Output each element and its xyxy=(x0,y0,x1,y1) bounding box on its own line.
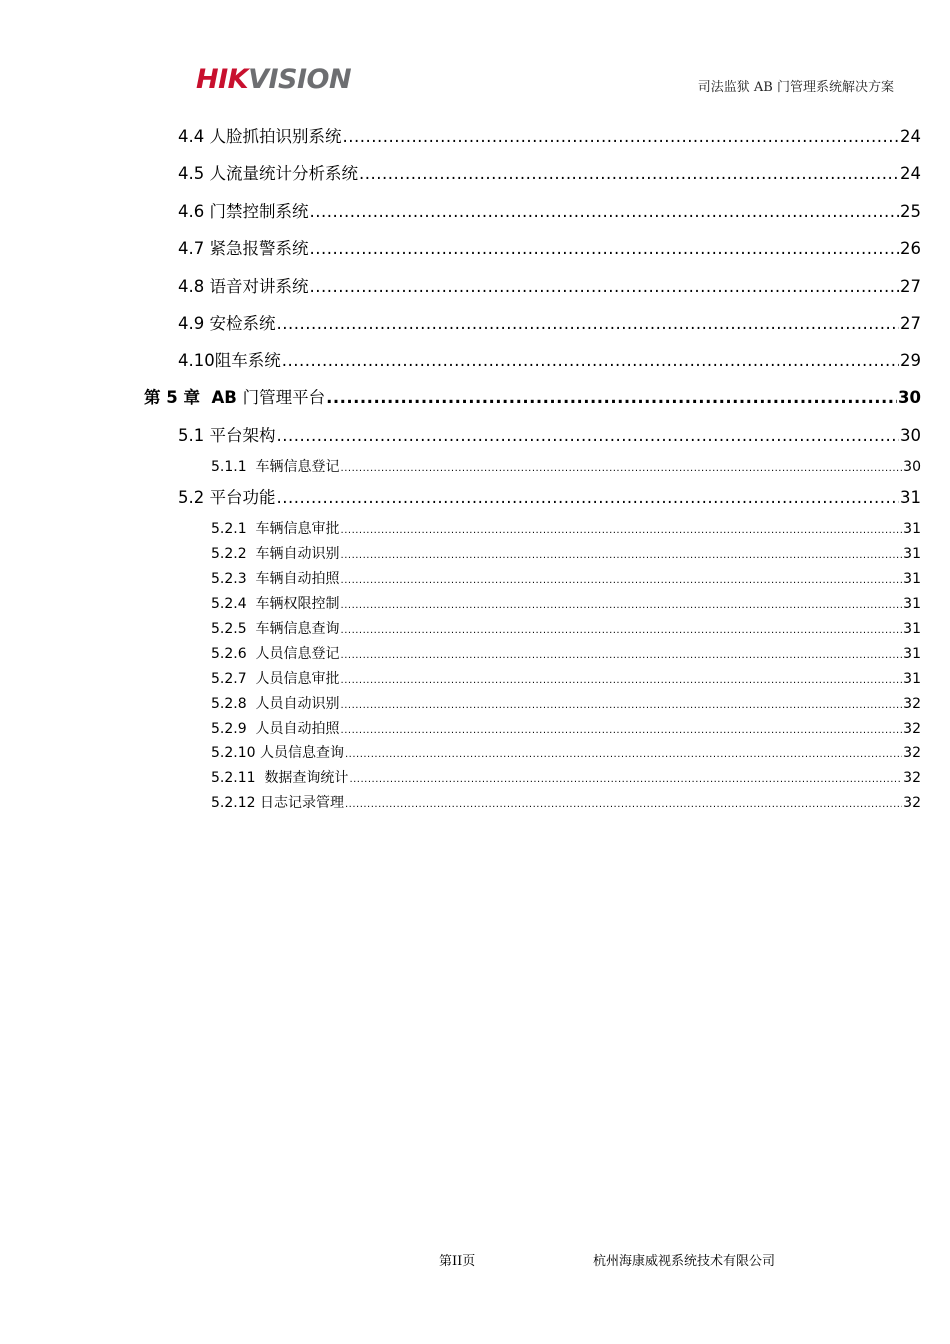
toc-entry-label: 车辆自动识别 xyxy=(255,546,340,562)
toc-entry[interactable] xyxy=(211,593,921,613)
toc-dot-leader xyxy=(349,774,902,785)
toc-entry-page: 32 xyxy=(903,795,921,811)
toc-entry-label: 平台功能 xyxy=(209,488,276,507)
toc-entry-page: 25 xyxy=(900,202,921,221)
toc-entry-number: 5.2.1 xyxy=(211,521,256,537)
toc-entry-page: 32 xyxy=(903,696,921,712)
company-name: 杭州海康威视系统技术有限公司 xyxy=(593,1254,776,1269)
toc-entry-label: 门管理平台 xyxy=(242,388,326,407)
toc-dot-leader xyxy=(341,575,903,586)
hikvision-logo xyxy=(196,64,351,95)
toc-entry-page: 30 xyxy=(903,459,921,475)
toc-entry-label: 平台架构 xyxy=(209,426,276,445)
toc-entry-label: 人员自动识别 xyxy=(255,696,340,712)
toc-entry-page: 32 xyxy=(903,745,921,761)
toc-entry-label: 车辆信息登记 xyxy=(255,459,340,475)
toc-entry-page: 30 xyxy=(898,388,921,407)
toc-entry-page: 32 xyxy=(903,721,921,737)
toc-entry-number: 5.2.7 xyxy=(211,671,256,687)
logo-text-gray: VISION xyxy=(248,64,352,95)
toc-entry-label: 日志记录管理 xyxy=(259,795,344,811)
toc-dot-leader xyxy=(310,239,900,258)
toc-entry-number: 5.2 xyxy=(178,488,210,507)
toc-entry[interactable] xyxy=(178,160,921,184)
toc-entry-label: 车辆自动拍照 xyxy=(255,571,340,587)
toc-entry[interactable] xyxy=(178,484,921,508)
toc-entry[interactable] xyxy=(211,742,921,762)
toc-entry[interactable] xyxy=(211,693,921,713)
toc-entry-label: 语音对讲系统 xyxy=(209,277,309,296)
toc-entry-number: 5.2.10 xyxy=(211,745,260,761)
toc-entry-number: 4.5 xyxy=(178,164,210,183)
toc-entry[interactable] xyxy=(178,198,921,222)
toc-dot-leader xyxy=(345,799,902,810)
toc-entry-label: 数据查询统计 xyxy=(264,770,349,786)
toc-dot-leader xyxy=(341,525,903,536)
toc-entry-number: 4.4 xyxy=(178,127,210,146)
toc-dot-leader xyxy=(282,351,899,370)
toc-entry-page: 31 xyxy=(903,596,921,612)
toc-entry-page: 29 xyxy=(900,351,921,370)
toc-entry-page: 24 xyxy=(900,164,921,183)
toc-dot-leader xyxy=(341,550,903,561)
toc-entry[interactable] xyxy=(178,123,921,147)
toc-entry-label: 人脸抓拍识别系统 xyxy=(209,127,342,146)
toc-entry[interactable] xyxy=(211,718,921,738)
toc-entry-label: 门禁控制系统 xyxy=(209,202,309,221)
toc-entry[interactable] xyxy=(144,384,921,408)
toc-entry-number: 5.2.12 xyxy=(211,795,260,811)
toc-entry-label: 人员信息查询 xyxy=(259,745,344,761)
toc-entry-label: 车辆权限控制 xyxy=(255,596,340,612)
toc-entry-page: 31 xyxy=(903,671,921,687)
page-number: 第II页 xyxy=(439,1254,476,1269)
toc-dot-leader xyxy=(341,700,903,711)
toc-entry-label: 紧急报警系统 xyxy=(209,239,309,258)
toc-entry-number: 5.1.1 xyxy=(211,459,256,475)
toc-entry-number: 5.2.4 xyxy=(211,596,256,612)
toc-entry-label: 阻车系统 xyxy=(214,351,281,370)
toc-entry-page: 31 xyxy=(903,646,921,662)
toc-entry[interactable] xyxy=(211,618,921,638)
toc-entry-number: 4.10 xyxy=(178,351,215,370)
toc-entry[interactable] xyxy=(178,235,921,259)
toc-entry-number: 5.2.2 xyxy=(211,546,256,562)
toc-entry[interactable] xyxy=(211,568,921,588)
logo-text-red: HIK xyxy=(196,64,249,95)
toc-dot-leader xyxy=(341,675,903,686)
toc-entry-label: 安检系统 xyxy=(209,314,276,333)
toc-entry-number: 4.6 xyxy=(178,202,210,221)
toc-entry[interactable] xyxy=(211,543,921,563)
toc-entry[interactable] xyxy=(178,422,921,446)
toc-entry-label: 车辆信息查询 xyxy=(255,621,340,637)
toc-dot-leader xyxy=(341,650,903,661)
toc-entry-label: 车辆信息审批 xyxy=(255,521,340,537)
toc-entry-page: 31 xyxy=(903,571,921,587)
toc-entry-page: 31 xyxy=(900,488,921,507)
toc-dot-leader xyxy=(310,277,900,296)
toc-entry[interactable] xyxy=(178,273,921,297)
toc-entry[interactable] xyxy=(211,767,921,787)
toc-dot-leader xyxy=(341,463,903,474)
toc-entry[interactable] xyxy=(178,347,921,371)
toc-entry-label: 人流量统计分析系统 xyxy=(209,164,358,183)
toc-entry-label: 人员信息审批 xyxy=(255,671,340,687)
toc-dot-leader xyxy=(345,749,902,760)
toc-dot-leader xyxy=(341,600,903,611)
toc-entry-page: 30 xyxy=(900,426,921,445)
toc-entry-page: 31 xyxy=(903,546,921,562)
toc-dot-leader xyxy=(341,725,903,736)
toc-entry[interactable] xyxy=(211,643,921,663)
toc-entry-number: 5.2.9 xyxy=(211,721,256,737)
toc-entry-number: 5.2.5 xyxy=(211,621,256,637)
toc-entry-page: 26 xyxy=(900,239,921,258)
toc-entry-number: 第 5 章 AB xyxy=(144,388,243,407)
toc-entry-page: 31 xyxy=(903,621,921,637)
toc-entry-number: 4.9 xyxy=(178,314,210,333)
toc-entry-page: 24 xyxy=(900,127,921,146)
toc-dot-leader xyxy=(310,202,900,221)
toc-entry-number: 5.2.8 xyxy=(211,696,256,712)
toc-entry-page: 31 xyxy=(903,521,921,537)
document-header-title: 司法监狱 AB 门管理系统解决方案 xyxy=(697,80,894,95)
toc-entry[interactable] xyxy=(211,668,921,688)
toc-entry-number: 5.2.6 xyxy=(211,646,256,662)
toc-entry-number: 4.7 xyxy=(178,239,210,258)
toc-entry[interactable] xyxy=(211,456,921,476)
toc-entry-page: 27 xyxy=(900,277,921,296)
toc-entry-number: 4.8 xyxy=(178,277,210,296)
toc-entry-page: 32 xyxy=(903,770,921,786)
toc-dot-leader xyxy=(341,625,903,636)
toc-entry-number: 5.2.3 xyxy=(211,571,256,587)
toc-entry-number: 5.2.11 xyxy=(211,770,265,786)
toc-dot-leader xyxy=(277,426,900,445)
toc-entry[interactable] xyxy=(211,792,921,812)
toc-entry-number: 5.1 xyxy=(178,426,210,445)
toc-entry[interactable] xyxy=(211,518,921,538)
toc-dot-leader xyxy=(343,127,900,146)
toc-dot-leader xyxy=(326,388,897,407)
toc-entry-page: 27 xyxy=(900,314,921,333)
toc-dot-leader xyxy=(277,314,900,333)
toc-entry-label: 人员自动拍照 xyxy=(255,721,340,737)
toc-dot-leader xyxy=(277,488,900,507)
toc-dot-leader xyxy=(359,164,899,183)
toc-entry-label: 人员信息登记 xyxy=(255,646,340,662)
toc-entry[interactable] xyxy=(178,310,921,334)
